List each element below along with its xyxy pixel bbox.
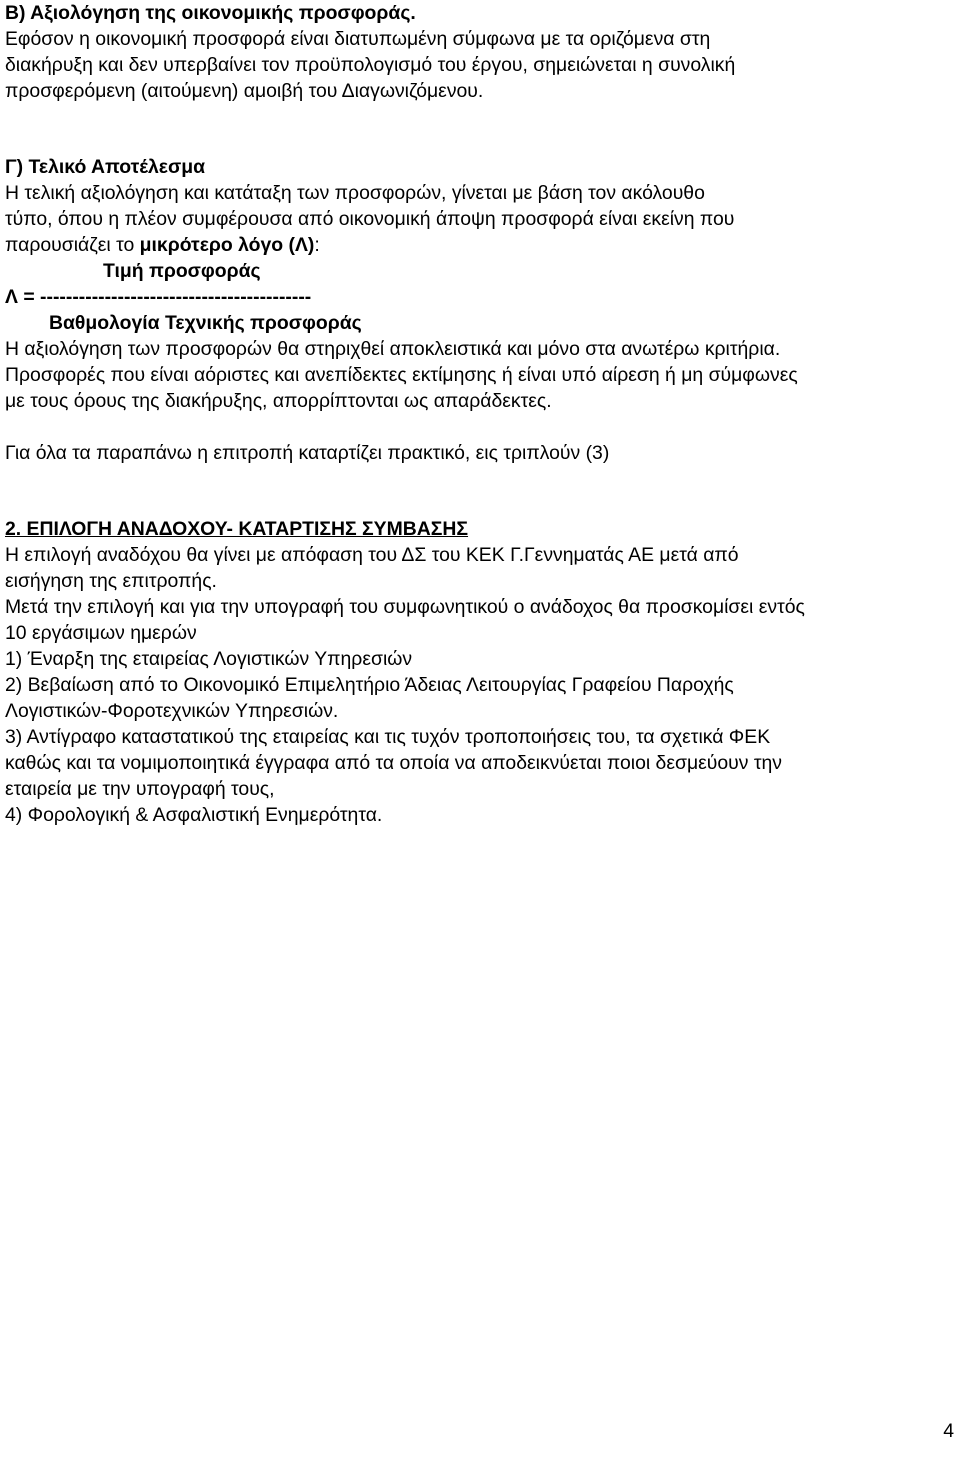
section-2-line-3: Μετά την επιλογή και για την υπογραφή του συμφωνητικού ο ανάδοχος θα προσκομίσει εντός xyxy=(5,596,805,618)
formula xyxy=(5,258,955,336)
formula-denominator: Βαθμολογία Τεχνικής προσφοράς xyxy=(49,312,362,334)
section-c-line-3-bold: μικρότερο λόγο (Λ) xyxy=(139,234,315,256)
section-c-line-3-suffix: : xyxy=(314,234,320,256)
section-2-item-4: 4) Φορολογική & Ασφαλιστική Ενημερότητα. xyxy=(5,804,383,826)
section-2-item-3-cont-2: εταιρεία με την υπογραφή τους, xyxy=(5,778,275,800)
section-c xyxy=(5,154,955,466)
formula-lhs: Λ = ------------------------------------------ xyxy=(5,286,312,308)
section-b-line-3: προσφερόμενη (αιτούμενη) αμοιβή του Διαγωνιζόμενου. xyxy=(5,80,484,102)
section-2 xyxy=(5,516,955,828)
section-2-item-1: 1) Έναρξη της εταιρείας Λογιστικών Υπηρεσιών xyxy=(5,648,413,670)
section-c-line-2: τύπο, όπου η πλέον συμφέρουσα από οικονομική άποψη προσφορά είναι εκείνη που xyxy=(5,208,735,230)
section-2-line-1: Η επιλογή αναδόχου θα γίνει με απόφαση του ΔΣ του ΚΕΚ Γ.Γεννηματάς ΑΕ μετά από xyxy=(5,544,739,566)
section-b xyxy=(5,0,955,104)
section-2-item-3: 3) Αντίγραφο καταστατικού της εταιρείας και τις τυχόν τροποποιήσεις του, τα σχετικά ΦΕΚ xyxy=(5,726,771,748)
formula-numerator: Τιμή προσφοράς xyxy=(103,260,261,282)
spacer xyxy=(5,414,955,440)
page-number: 4 xyxy=(943,1420,954,1442)
section-b-line-1: Εφόσον η οικονομική προσφορά είναι διατυπωμένη σύμφωνα με τα οριζόμενα στη xyxy=(5,28,711,50)
document-page xyxy=(5,0,955,828)
section-c-closing: Για όλα τα παραπάνω η επιτροπή καταρτίζει πρακτικό, εις τριπλούν (3) xyxy=(5,442,610,464)
section-c-after-2: Προσφορές που είναι αόριστες και ανεπίδεκτες εκτίμησης ή είναι υπό αίρεση ή μη σύμφωνες xyxy=(5,364,798,386)
section-c-heading: Γ) Τελικό Αποτέλεσμα xyxy=(5,156,206,178)
section-c-line-3-prefix: παρουσιάζει το xyxy=(5,234,140,256)
section-b-heading: Β) Αξιολόγηση της οικονομικής προσφοράς. xyxy=(5,2,416,24)
section-c-line-1: Η τελική αξιολόγηση και κατάταξη των προσφορών, γίνεται με βάση τον ακόλουθο xyxy=(5,182,705,204)
section-2-heading: 2. ΕΠΙΛΟΓΗ ΑΝΑΔΟΧΟΥ- ΚΑΤΑΡΤΙΣΗΣ ΣΥΜΒΑΣΗΣ xyxy=(5,518,469,540)
section-2-line-4: 10 εργάσιμων ημερών xyxy=(5,622,197,644)
spacer xyxy=(5,466,955,516)
section-2-line-2: εισήγηση της επιτροπής. xyxy=(5,570,217,592)
section-2-item-2: 2) Βεβαίωση από το Οικονομικό Επιμελητήριο Άδειας Λειτουργίας Γραφείου Παροχής xyxy=(5,674,734,696)
section-c-line-3 xyxy=(5,232,955,258)
spacer xyxy=(5,104,955,154)
section-c-after-3: με τους όρους της διακήρυξης, απορρίπτονται ως απαράδεκτες. xyxy=(5,390,552,412)
section-b-line-2: διακήρυξη και δεν υπερβαίνει τον προϋπολογισμό του έργου, σημειώνεται η συνολική xyxy=(5,54,736,76)
section-c-after-1: Η αξιολόγηση των προσφορών θα στηριχθεί αποκλειστικά και μόνο στα ανωτέρω κριτήρια. xyxy=(5,338,781,360)
section-2-item-3-cont-1: καθώς και τα νομιμοποιητικά έγγραφα από τα οποία να αποδεικνύεται ποιοι δεσμεύουν την xyxy=(5,752,782,774)
section-2-item-2-cont: Λογιστικών-Φοροτεχνικών Υπηρεσιών. xyxy=(5,700,339,722)
